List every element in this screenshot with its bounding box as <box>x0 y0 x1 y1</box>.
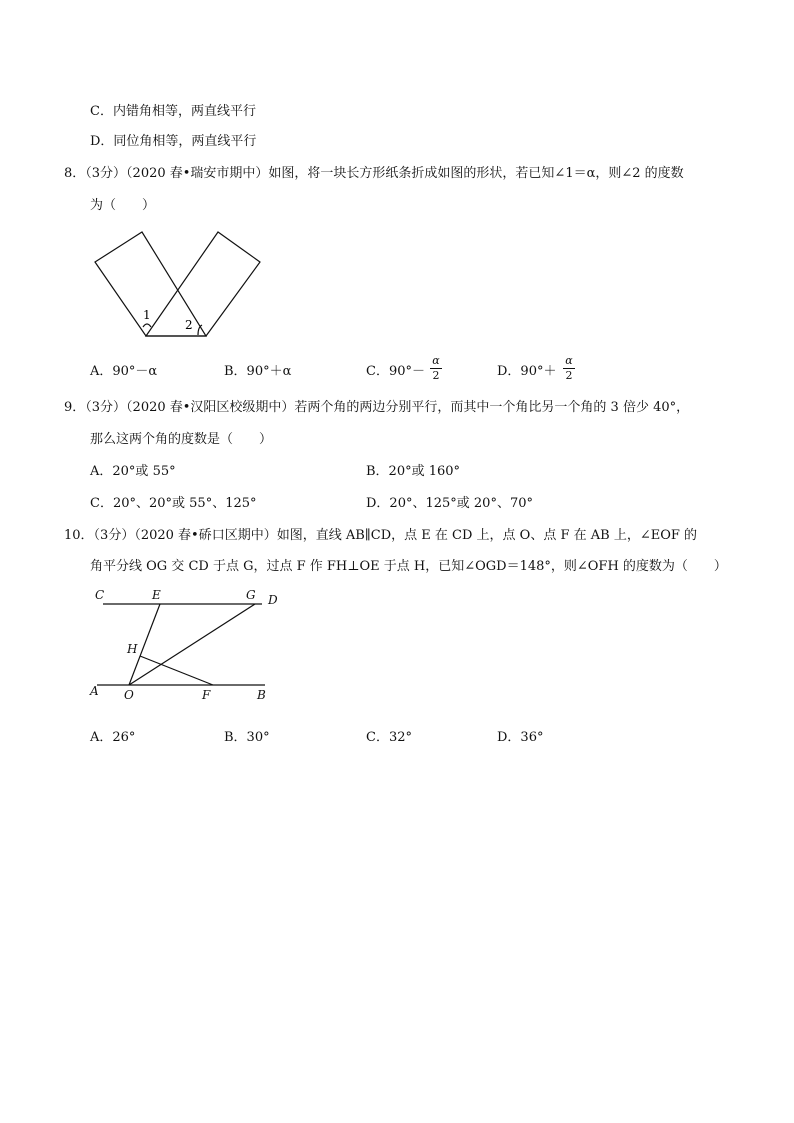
q10-stem-line1: 10．（3分）（2020 春•硚口区期中）如图，直线 AB∥CD，点 E 在 CD 上，点 O、点 F 在 AB 上，∠EOF 的 <box>64 528 698 543</box>
q10-label-h: H <box>127 642 138 656</box>
q10-label-e: E <box>152 588 161 602</box>
q9-option-c: C．20°、20°或 55°、125° <box>90 496 257 511</box>
q7-option-d: D．同位角相等，两直线平行 <box>90 134 257 149</box>
q8-option-d: D．90°＋ <box>497 364 557 379</box>
q8-c-frac-num: α <box>432 354 440 367</box>
q8-label-2: 2 <box>185 318 193 332</box>
q8-d-frac-den: 2 <box>565 369 573 382</box>
q7-option-c: C．内错角相等，两直线平行 <box>90 104 256 119</box>
q10-stem-line2: 角平分线 OG 交 CD 于点 G，过点 F 作 FH⊥OE 于点 H，已知∠OGD＝148°，则∠OFH 的度数为（ ） <box>90 559 727 574</box>
q8-d-frac-num: α <box>565 354 573 367</box>
q10-label-o: O <box>124 688 134 702</box>
q8-option-c: C．90°－ <box>366 364 425 379</box>
q8-stem-line1: 8．（3分）（2020 春•瑞安市期中）如图，将一块长方形纸条折成如图的形状，若已知∠1＝α，则∠2 的度数 <box>64 166 684 181</box>
q10-label-f: F <box>202 688 211 702</box>
q10-label-d: D <box>268 593 278 607</box>
q9-stem-line2: 那么这两个角的度数是（ ） <box>90 432 273 447</box>
q8-option-b: B．90°＋α <box>224 364 292 379</box>
q9-option-d: D．20°、125°或 20°、70° <box>366 496 533 511</box>
q10-option-d: D．36° <box>497 730 544 745</box>
q9-option-a: A．20°或 55° <box>90 464 176 479</box>
q10-label-b: B <box>257 688 266 702</box>
q8-c-frac-den: 2 <box>432 369 440 382</box>
q8-stem-line2: 为（ ） <box>90 198 156 213</box>
q10-option-a: A．26° <box>90 730 136 745</box>
q10-segment-og <box>129 604 255 685</box>
q8-option-a: A．90°－α <box>90 364 158 379</box>
q10-label-c: C <box>95 588 105 602</box>
q10-option-c: C．32° <box>366 730 412 745</box>
q8-label-1: 1 <box>143 308 151 322</box>
q9-option-b: B．20°或 160° <box>366 464 461 479</box>
q9-stem-line1: 9．（3分）（2020 春•汉阳区校级期中）若两个角的两边分别平行，而其中一个角比另一个角的 3 倍少 40°， <box>64 400 690 415</box>
q10-label-g: G <box>246 588 256 602</box>
q10-label-a: A <box>90 684 99 698</box>
q10-option-b: B．30° <box>224 730 270 745</box>
